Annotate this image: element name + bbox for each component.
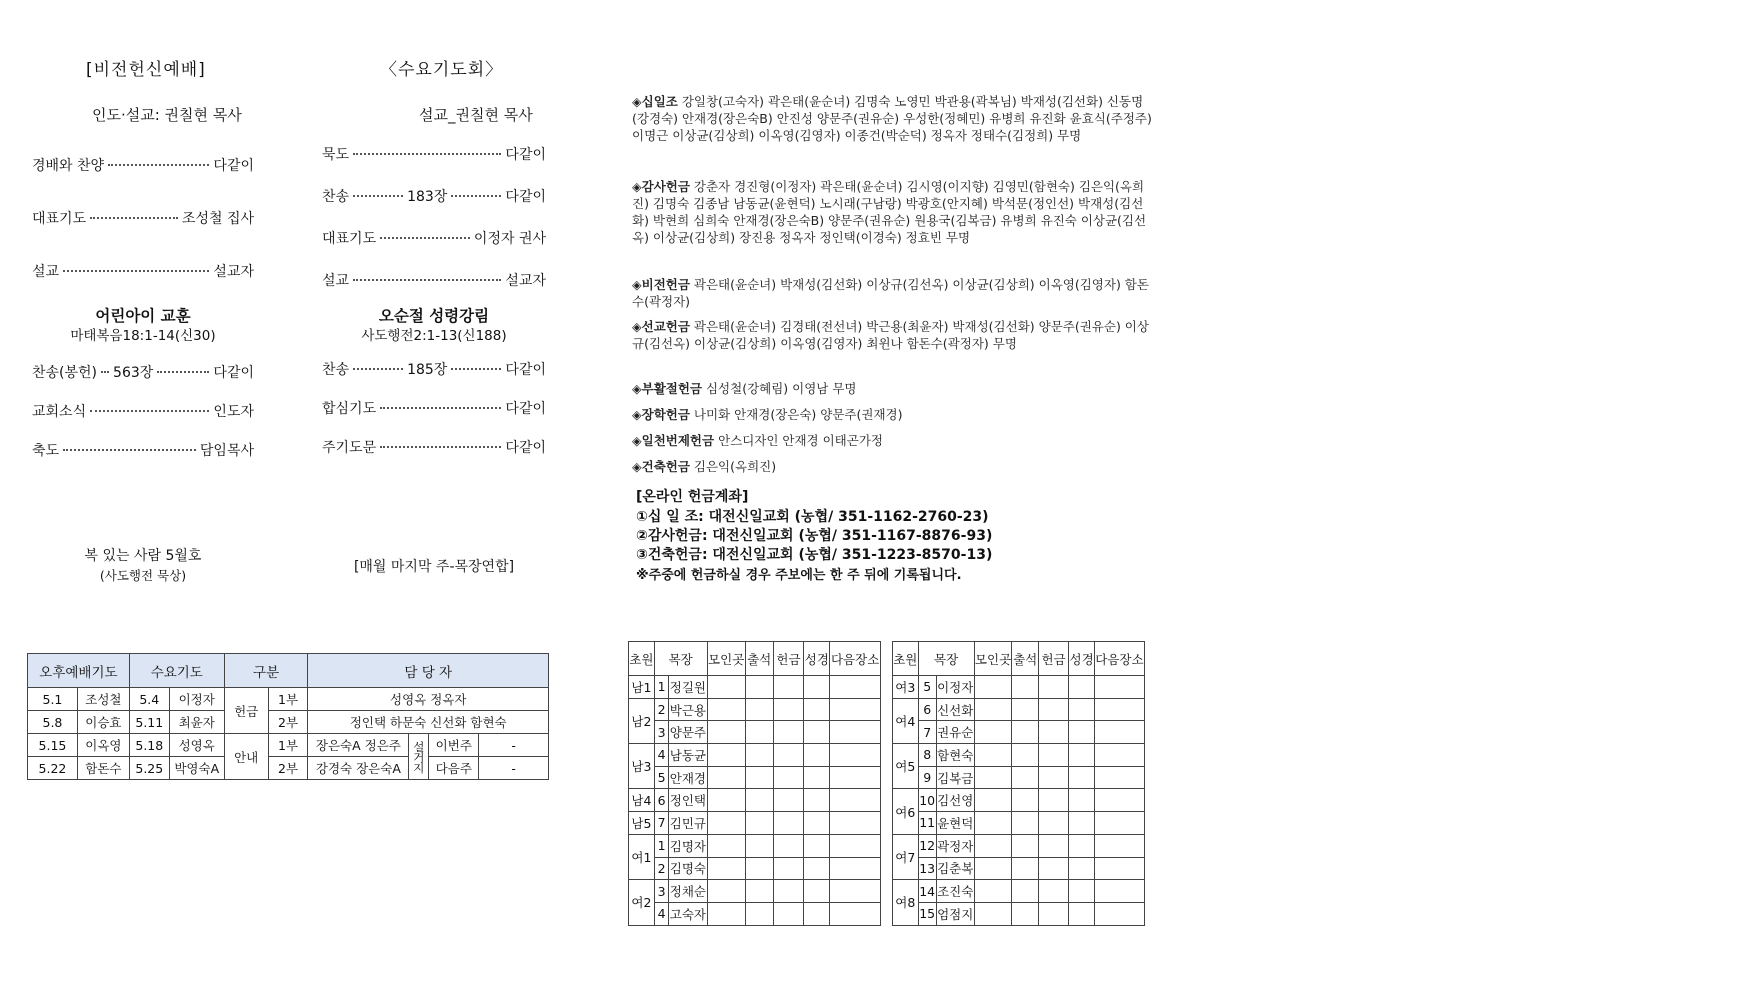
leader-cell: 안재경 xyxy=(669,766,707,789)
order-row xyxy=(32,440,254,460)
order-label: 설교 xyxy=(32,264,60,280)
region-cell: 남1 xyxy=(629,676,655,699)
date-cell: 5.22 xyxy=(28,757,78,780)
order-row xyxy=(322,437,546,457)
order-row xyxy=(32,362,254,382)
order-value: 설교자 xyxy=(505,273,546,289)
order-row xyxy=(322,144,546,164)
offering-names: 강춘자 경진형(이정자) 곽은태(윤순녀) 김시영(이지향) 김영민(함현숙) 김은익(옥희진) 김명숙 김종남 남동균(윤현덕) 노시래(구남랑) 박광호(안지혜) 박석문(정인선) 박재성(김선화) 박현희 심희숙 안재경(장은숙B) 양문주(권유순) 원용국(김복금) 유병희 유진숙 이상균(김선옥) 이상균(김상희) 장진용 정옥자 정인택(이경숙) 정효빈 무명 xyxy=(632,179,1147,245)
order-value: 다같이 xyxy=(505,362,546,378)
dash-cell: - xyxy=(479,757,549,780)
num-cell: 3 xyxy=(654,880,668,903)
order-row xyxy=(322,398,546,418)
leader-cell: 박근용 xyxy=(669,698,707,721)
date-cell: 5.4 xyxy=(129,688,169,711)
num-cell: 14 xyxy=(918,880,936,903)
col-header: 오후예배기도 xyxy=(28,654,130,688)
name-cell: 이승효 xyxy=(77,711,129,734)
leader-cell: 김명숙 xyxy=(669,857,707,880)
num-cell: 9 xyxy=(918,766,936,789)
week-cell: 다음주 xyxy=(429,757,479,780)
order-mid: 185장 xyxy=(407,362,448,378)
col-header: 구분 xyxy=(224,654,308,688)
leader-cell: 엄점지 xyxy=(936,902,974,925)
order-row xyxy=(32,401,254,421)
col-header: 모인곳 xyxy=(974,642,1012,676)
cell-group-table-women xyxy=(892,641,1145,926)
table-row xyxy=(629,789,881,812)
col-header: 다음장소 xyxy=(1094,642,1144,676)
order-value: 다같이 xyxy=(213,365,254,381)
offering-title: ◈선교헌금 xyxy=(632,319,690,334)
num-cell: 7 xyxy=(654,812,668,835)
order-label: 교회소식 xyxy=(32,404,87,420)
region-cell: 남5 xyxy=(629,812,655,835)
leader-cell: 김민규 xyxy=(669,812,707,835)
part-cell: 2부 xyxy=(268,711,308,734)
leader-cell: 김복금 xyxy=(936,766,974,789)
blessed-sub: (사도행전 묵상) xyxy=(99,568,187,583)
leader-cell: 함현숙 xyxy=(936,744,974,767)
kids-lesson-title: 어린아이 교훈 xyxy=(95,307,191,325)
col-header: 모인곳 xyxy=(707,642,745,676)
table-row xyxy=(629,812,881,835)
table-row xyxy=(893,812,1145,835)
part-cell: 1부 xyxy=(268,688,308,711)
col-header: 성경 xyxy=(804,642,830,676)
col-header: 헌금 xyxy=(1038,642,1068,676)
order-label: 설교 xyxy=(322,273,350,289)
online-account-line: ①십 일 조: 대전신일교회 (농협/ 351-1162-2760-23) xyxy=(636,509,989,525)
table-header-row xyxy=(629,642,881,676)
order-row xyxy=(322,186,546,206)
table-row xyxy=(629,834,881,857)
table-row xyxy=(28,734,549,757)
table-header-row xyxy=(893,642,1145,676)
num-cell: 2 xyxy=(654,698,668,721)
region-cell: 여2 xyxy=(629,880,655,925)
name-cell: 박영숙A xyxy=(169,757,224,780)
offering-thanks xyxy=(632,178,1152,246)
date-cell: 5.15 xyxy=(28,734,78,757)
order-row xyxy=(322,270,546,290)
order-label: 주기도문 xyxy=(322,440,377,456)
leader-cell: 권유순 xyxy=(936,721,974,744)
num-cell: 7 xyxy=(918,721,936,744)
order-label: 찬송 xyxy=(322,362,350,378)
pentecost-ref: 사도행전2:1-13(신188) xyxy=(361,328,507,344)
table-row xyxy=(893,834,1145,857)
num-cell: 2 xyxy=(654,857,668,880)
offering-names: 심성철(강혜림) 이영남 무명 xyxy=(705,381,857,396)
order-value: 다같이 xyxy=(505,147,546,163)
online-note: ※주중에 헌금하실 경우 주보에는 한 주 뒤에 기록됩니다. xyxy=(636,568,962,583)
monthly-note: [매월 마지막 주-목장연합] xyxy=(353,559,515,575)
online-account-line: ③건축헌금: 대전신일교회 (농협/ 351-1223-8570-13) xyxy=(636,547,993,563)
offering-names: 나미화 안재경(장은숙) 양문주(권재경) xyxy=(693,407,903,422)
offering-vision xyxy=(632,276,1152,310)
offering-title: ◈건축헌금 xyxy=(632,459,690,474)
offering-names: 김은익(옥희진) xyxy=(693,459,777,474)
order-label: 묵도 xyxy=(322,147,350,163)
order-value: 담임목사 xyxy=(199,443,254,459)
table-row xyxy=(629,857,881,880)
order-row xyxy=(32,155,254,175)
num-cell: 8 xyxy=(918,744,936,767)
order-value: 다같이 xyxy=(505,189,546,205)
order-value: 다같이 xyxy=(505,440,546,456)
blessed-title: 복 있는 사람 5월호 xyxy=(84,548,202,564)
week-cell: 이번주 xyxy=(429,734,479,757)
people-cell: 장은숙A 정은주 xyxy=(308,734,409,757)
leader-cell: 신선화 xyxy=(936,698,974,721)
leader-cell: 곽정자 xyxy=(936,834,974,857)
leader-cell: 조진숙 xyxy=(936,880,974,903)
order-value: 다같이 xyxy=(213,158,254,174)
date-cell: 5.18 xyxy=(129,734,169,757)
table-row xyxy=(893,789,1145,812)
col-header: 성경 xyxy=(1069,642,1095,676)
order-value: 조성철 집사 xyxy=(181,211,254,227)
part-cell: 2부 xyxy=(268,757,308,780)
region-cell: 여3 xyxy=(893,676,919,699)
num-cell: 3 xyxy=(654,721,668,744)
leader-cell: 김선영 xyxy=(936,789,974,812)
table-row xyxy=(893,902,1145,925)
num-cell: 1 xyxy=(654,676,668,699)
date-cell: 5.25 xyxy=(129,757,169,780)
people-cell: 강경숙 장은숙A xyxy=(308,757,409,780)
table-row xyxy=(629,902,881,925)
leader-cell: 정길원 xyxy=(669,676,707,699)
offering-title: ◈장학헌금 xyxy=(632,407,690,422)
col-header: 초원 xyxy=(893,642,919,676)
order-mid: 183장 xyxy=(407,189,448,205)
table-header-row xyxy=(28,654,549,688)
offering-title: ◈비전헌금 xyxy=(632,277,690,292)
order-row xyxy=(32,261,254,281)
offering-title: ◈십일조 xyxy=(632,94,678,109)
col-header: 담 당 자 xyxy=(308,654,549,688)
col-header: 출석 xyxy=(745,642,773,676)
offering-thousand xyxy=(632,432,1152,449)
region-cell: 여7 xyxy=(893,834,919,879)
table-row xyxy=(629,698,881,721)
online-account-title: [온라인 헌금계좌] xyxy=(636,489,749,505)
order-label: 대표기도 xyxy=(32,211,87,227)
num-cell: 6 xyxy=(654,789,668,812)
table-row xyxy=(893,744,1145,767)
region-cell: 남3 xyxy=(629,744,655,789)
region-cell: 여8 xyxy=(893,880,919,925)
order-label: 경배와 찬양 xyxy=(32,158,105,174)
order-row xyxy=(322,359,546,379)
leader-cell: 이정자 xyxy=(936,676,974,699)
leader-cell: 정채순 xyxy=(669,880,707,903)
offering-names: 곽은태(윤순녀) 김경태(전선녀) 박근용(최윤자) 박재성(김선화) 양문주(권유순) 이상규(김선옥) 이상균(김상희) 이옥영(김영자) 최윈나 함돈수(곽정자) 무명 xyxy=(632,319,1149,351)
wed-service-leader: 설교_권칠현 목사 xyxy=(419,106,533,124)
leader-cell: 양문주 xyxy=(669,721,707,744)
offering-title: ◈일천번제헌금 xyxy=(632,433,715,448)
order-label: 합심기도 xyxy=(322,401,377,417)
offering-tithe xyxy=(632,93,1152,144)
col-header: 목장 xyxy=(918,642,974,676)
table-row xyxy=(893,721,1145,744)
table-row xyxy=(893,698,1145,721)
guide-label-cell: 안내 xyxy=(224,734,268,780)
num-cell: 13 xyxy=(918,857,936,880)
order-value: 이정자 권사 xyxy=(473,231,546,247)
region-cell: 여6 xyxy=(893,789,919,834)
pentecost-title: 오순절 성령강림 xyxy=(378,307,490,325)
leader-cell: 김명자 xyxy=(669,834,707,857)
date-cell: 5.1 xyxy=(28,688,78,711)
leader-cell: 고숙자 xyxy=(669,902,707,925)
num-cell: 4 xyxy=(654,902,668,925)
region-cell: 남2 xyxy=(629,698,655,743)
offering-easter xyxy=(632,380,1152,397)
order-label: 찬송(봉헌) xyxy=(32,365,98,381)
name-cell: 함돈수 xyxy=(77,757,129,780)
col-header: 헌금 xyxy=(773,642,804,676)
order-label: 대표기도 xyxy=(322,231,377,247)
leader-cell: 윤현덕 xyxy=(936,812,974,835)
offering-building xyxy=(632,458,1152,475)
table-row xyxy=(629,721,881,744)
people-cell: 성영옥 정옥자 xyxy=(308,688,549,711)
num-cell: 6 xyxy=(918,698,936,721)
num-cell: 4 xyxy=(654,744,668,767)
region-cell: 여1 xyxy=(629,834,655,879)
name-cell: 최윤자 xyxy=(169,711,224,734)
col-header: 다음장소 xyxy=(830,642,881,676)
offering-names: 안스디자인 안재경 이태곤가정 xyxy=(718,433,883,448)
name-cell: 조성철 xyxy=(77,688,129,711)
order-value: 다같이 xyxy=(505,401,546,417)
num-cell: 11 xyxy=(918,812,936,835)
order-label: 찬송 xyxy=(322,189,350,205)
col-header: 수요기도 xyxy=(129,654,224,688)
table-row xyxy=(893,880,1145,903)
cell-group-table-men xyxy=(628,641,881,926)
offering-scholarship xyxy=(632,406,1152,423)
order-row xyxy=(322,228,546,248)
num-cell: 10 xyxy=(918,789,936,812)
leader-cell: 남동균 xyxy=(669,744,707,767)
col-header: 출석 xyxy=(1012,642,1038,676)
date-cell: 5.8 xyxy=(28,711,78,734)
num-cell: 5 xyxy=(654,766,668,789)
offering-label-cell: 헌금 xyxy=(224,688,268,734)
num-cell: 5 xyxy=(918,676,936,699)
table-row xyxy=(893,676,1145,699)
name-cell: 성영옥 xyxy=(169,734,224,757)
date-cell: 5.11 xyxy=(129,711,169,734)
table-row xyxy=(893,857,1145,880)
region-cell: 여5 xyxy=(893,744,919,789)
num-cell: 15 xyxy=(918,902,936,925)
leader-cell: 김춘복 xyxy=(936,857,974,880)
table-row xyxy=(629,766,881,789)
wed-service-title: 〈수요기도회〉 xyxy=(380,60,504,80)
order-mid: 563장 xyxy=(113,365,154,381)
order-value: 설교자 xyxy=(213,264,254,280)
col-header: 목장 xyxy=(654,642,707,676)
offering-names: 곽은태(윤순녀) 박재성(김선화) 이상규(김선옥) 이상균(김상희) 이옥영(김영자) 함돈수(곽정자) xyxy=(632,277,1149,309)
dishwash-label-cell: 설거지 xyxy=(409,734,429,780)
table-row xyxy=(28,711,549,734)
col-header: 초원 xyxy=(629,642,655,676)
num-cell: 1 xyxy=(654,834,668,857)
part-cell: 1부 xyxy=(268,734,308,757)
online-account-line: ②감사헌금: 대전신일교회 (농협/ 351-1167-8876-93) xyxy=(636,528,993,544)
name-cell: 이옥영 xyxy=(77,734,129,757)
region-cell: 남4 xyxy=(629,789,655,812)
offering-title: ◈부활절헌금 xyxy=(632,381,702,396)
vision-service-title: [비전헌신예배] xyxy=(86,60,206,80)
table-row xyxy=(629,744,881,767)
leader-cell: 정인택 xyxy=(669,789,707,812)
table-row xyxy=(28,688,549,711)
table-row xyxy=(629,676,881,699)
num-cell: 12 xyxy=(918,834,936,857)
kids-lesson-ref: 마태복음18:1-14(신30) xyxy=(70,328,216,344)
duty-schedule-table xyxy=(27,653,549,780)
order-label: 축도 xyxy=(32,443,60,459)
order-value: 인도자 xyxy=(213,404,254,420)
table-row xyxy=(629,880,881,903)
region-cell: 여4 xyxy=(893,698,919,743)
name-cell: 이정자 xyxy=(169,688,224,711)
people-cell: 정인택 하문숙 신선화 함현숙 xyxy=(308,711,549,734)
offering-names: 강일창(고숙자) 곽은태(윤순녀) 김명숙 노영민 박관용(곽복님) 박재성(김선화) 신동명(강경숙) 안재경(장은숙B) 안진성 양문주(권유순) 우성한(정혜민) 유병희 유진화 윤효식(주정주) 이명근 이상균(김상희) 이옥영(김영자) 이종건(박순덕) 정옥자 정태수(김정희) 무명 xyxy=(632,94,1152,143)
table-row xyxy=(893,766,1145,789)
offering-mission xyxy=(632,318,1152,352)
order-row xyxy=(32,208,254,228)
dash-cell: - xyxy=(479,734,549,757)
table-row xyxy=(28,757,549,780)
offering-title: ◈감사헌금 xyxy=(632,179,690,194)
vision-service-leader: 인도·설교: 권칠현 목사 xyxy=(92,106,242,124)
